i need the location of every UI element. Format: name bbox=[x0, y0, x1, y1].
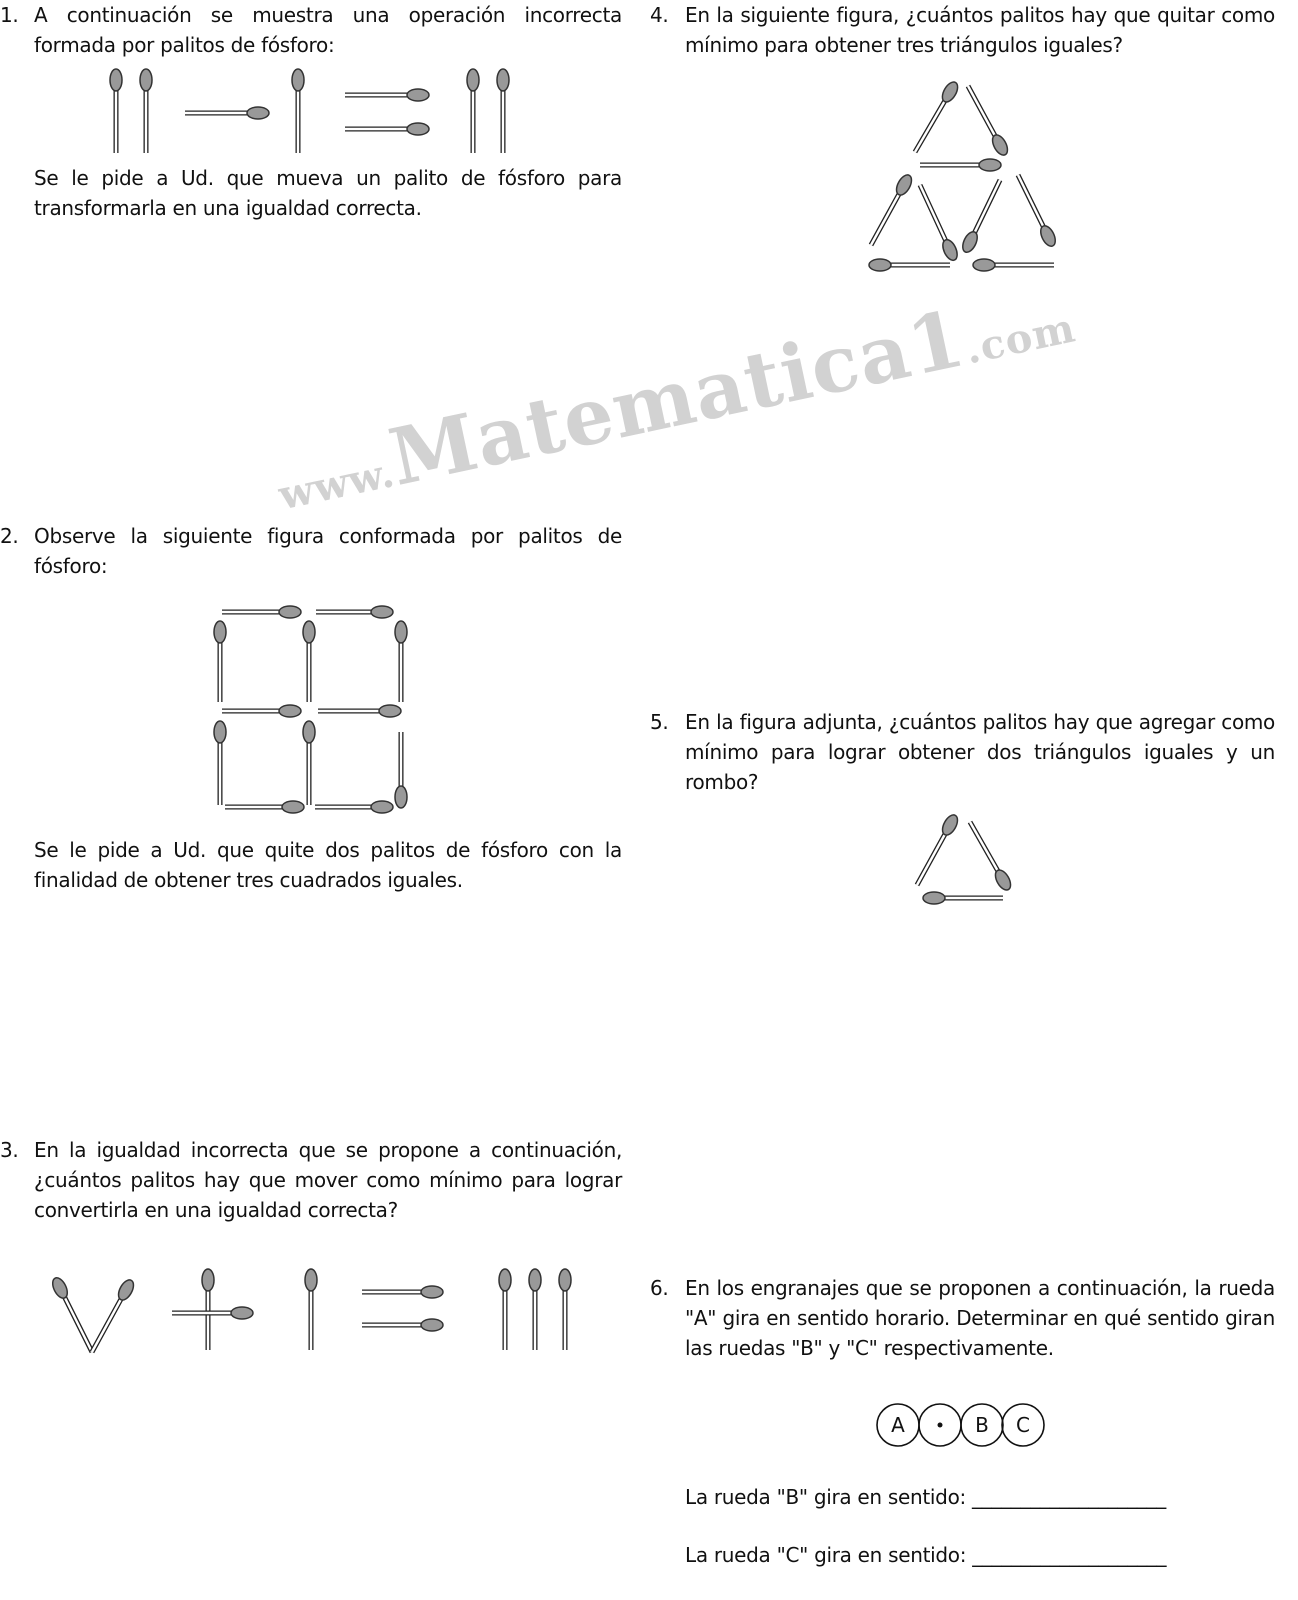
match-head bbox=[923, 892, 945, 904]
matchstick bbox=[499, 1269, 511, 1350]
gear-middle bbox=[919, 1404, 961, 1446]
matchstick bbox=[185, 107, 269, 119]
matchstick bbox=[871, 172, 915, 245]
match-head bbox=[279, 606, 301, 618]
matchstick bbox=[345, 89, 429, 101]
matchstick bbox=[869, 259, 950, 271]
matchstick bbox=[920, 159, 1001, 171]
problem-text: En la igualdad incorrecta que se propone a continuación, ¿cuántos palitos hay que mover como mínimo para lograr convertirla en una igualdad correcta? bbox=[34, 1138, 622, 1222]
matchstick bbox=[214, 621, 226, 702]
match-head bbox=[371, 606, 393, 618]
problem-text: En la siguiente figura, ¿cuántos palitos hay que quitar como mínimo para obtener tres triángulos iguales? bbox=[685, 3, 1275, 57]
matchstick bbox=[395, 732, 407, 808]
match-head bbox=[421, 1319, 443, 1331]
matchstick bbox=[303, 721, 315, 805]
matchstick bbox=[345, 123, 429, 135]
match-head bbox=[231, 1307, 253, 1319]
problem-followup: Se le pide a Ud. que quite dos palitos de fósforo con la finalidad de obtener tres cuadrados iguales. bbox=[34, 838, 622, 892]
matchstick bbox=[917, 812, 961, 885]
problem-followup: Se le pide a Ud. que mueva un palito de fósforo para transformarla en una igualdad correcta. bbox=[34, 166, 622, 220]
matchstick bbox=[529, 1269, 541, 1350]
match-head bbox=[305, 1269, 317, 1291]
match-head bbox=[869, 259, 891, 271]
matchstick bbox=[362, 1319, 443, 1331]
match-head bbox=[559, 1269, 571, 1291]
match-head bbox=[371, 801, 393, 813]
matchstick bbox=[292, 69, 304, 153]
match-head bbox=[110, 69, 122, 91]
problem-text: En los engranajes que se proponen a continuación, la rueda "A" gira en sentido horario. Determinar en qué sentido giran las ruedas "B" y "C" respectivamente. bbox=[685, 1276, 1275, 1360]
problem-number: 4. bbox=[650, 3, 669, 27]
match-head bbox=[497, 69, 509, 91]
match-head bbox=[960, 229, 980, 254]
problem-text: En la figura adjunta, ¿cuántos palitos hay que agregar como mínimo para lograr obtener dos triángulos iguales y un rombo? bbox=[685, 710, 1275, 794]
match-head bbox=[395, 786, 407, 808]
gear-c bbox=[1002, 1404, 1044, 1446]
gear-label: C bbox=[1016, 1413, 1030, 1437]
matchstick bbox=[305, 1269, 317, 1350]
match-head bbox=[529, 1269, 541, 1291]
match-head bbox=[214, 621, 226, 643]
problem-number: 3. bbox=[0, 1138, 19, 1162]
matchstick bbox=[315, 801, 393, 813]
answer-line-c[interactable]: La rueda "C" gira en sentido: ____________________ bbox=[685, 1543, 1167, 1567]
matchstick bbox=[960, 180, 1000, 255]
matchstick bbox=[222, 606, 301, 618]
match-head bbox=[214, 721, 226, 743]
match-head bbox=[407, 89, 429, 101]
problem-number: 1. bbox=[0, 3, 19, 27]
matchstick bbox=[1018, 175, 1058, 249]
answer-line-b[interactable]: La rueda "B" gira en sentido: ____________________ bbox=[685, 1485, 1166, 1509]
matchstick bbox=[559, 1269, 571, 1350]
matchstick bbox=[395, 621, 407, 702]
gear-axle-dot bbox=[938, 1423, 943, 1428]
match-head bbox=[973, 259, 995, 271]
matchstick bbox=[214, 721, 226, 805]
matchstick bbox=[303, 621, 315, 702]
match-head bbox=[140, 69, 152, 91]
problem-text: A continuación se muestra una operación incorrecta formada por palitos de fósforo: bbox=[34, 3, 622, 57]
matchstick bbox=[968, 86, 1011, 158]
match-head bbox=[282, 801, 304, 813]
matchstick bbox=[318, 705, 401, 717]
matchstick bbox=[970, 822, 1014, 893]
match-head bbox=[467, 69, 479, 91]
gear-b bbox=[961, 1404, 1003, 1446]
gear-label: B bbox=[975, 1413, 989, 1437]
matchstick bbox=[923, 892, 1003, 904]
match-head bbox=[292, 69, 304, 91]
matchstick bbox=[92, 1277, 137, 1352]
matchstick bbox=[202, 1269, 214, 1350]
match-head bbox=[303, 621, 315, 643]
match-head bbox=[303, 721, 315, 743]
matchstick bbox=[920, 185, 960, 263]
matchstick bbox=[915, 79, 961, 152]
matchstick bbox=[140, 69, 152, 153]
watermark: www.Matematica1.com bbox=[274, 293, 1080, 520]
matchstick bbox=[973, 259, 1054, 271]
matchstick bbox=[467, 69, 479, 153]
problem-number: 6. bbox=[650, 1276, 669, 1300]
match-head bbox=[407, 123, 429, 135]
match-head bbox=[979, 159, 1001, 171]
gear-a bbox=[877, 1404, 919, 1446]
matchstick bbox=[225, 801, 304, 813]
match-head bbox=[379, 705, 401, 717]
match-head bbox=[247, 107, 269, 119]
match-head bbox=[395, 621, 407, 643]
match-head bbox=[499, 1269, 511, 1291]
matchstick bbox=[172, 1307, 253, 1319]
matchstick bbox=[497, 69, 509, 153]
match-head bbox=[279, 705, 301, 717]
problem-number: 2. bbox=[0, 524, 19, 548]
matchstick bbox=[316, 606, 393, 618]
match-head bbox=[202, 1269, 214, 1291]
matchstick bbox=[362, 1286, 443, 1298]
matchstick bbox=[110, 69, 122, 153]
matchstick bbox=[50, 1275, 92, 1352]
match-head bbox=[1038, 223, 1058, 248]
problem-text: Observe la siguiente figura conformada por palitos de fósforo: bbox=[34, 524, 622, 578]
matchstick bbox=[222, 705, 301, 717]
problem-number: 5. bbox=[650, 710, 669, 734]
match-head bbox=[50, 1275, 71, 1300]
gear-label: A bbox=[891, 1413, 905, 1437]
match-head bbox=[421, 1286, 443, 1298]
match-head bbox=[940, 237, 960, 262]
